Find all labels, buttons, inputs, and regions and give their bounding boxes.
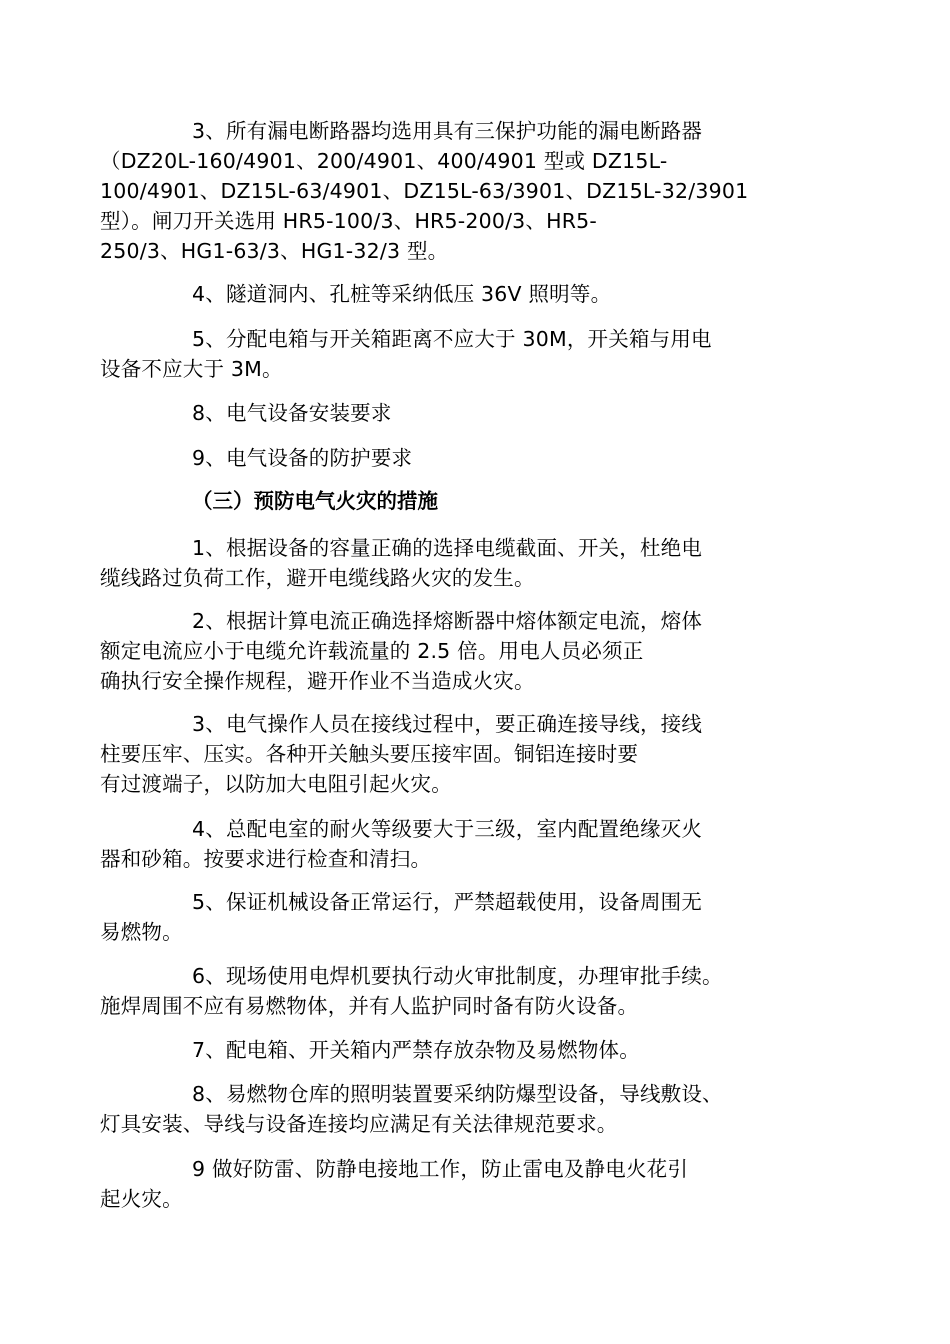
text-line: 2、根据计算电流正确选择熔断器中熔体额定电流，熔体 [192,609,703,633]
measure-item [100,533,836,593]
measure-item [100,814,836,874]
text-line: 起火灾。 [100,1187,183,1211]
measure-item [100,1079,836,1139]
text-line: 额定电流应小于电缆允许载流量的 2.5 倍。用电人员必须正 [100,639,644,663]
text-line: 缆线路过负荷工作，避开电缆线路火灾的发生。 [100,566,535,590]
text-line: 灯具安装、导线与设备连接均应满足有关法律规范要求。 [100,1112,618,1136]
paragraph-protection-requirements [146,443,836,473]
measure-item [100,606,836,696]
text-line: 8、易燃物仓库的照明装置要采纳防爆型设备，导线敷设、 [192,1082,723,1106]
text-line: 7、配电箱、开关箱内严禁存放杂物及易燃物体。 [192,1038,640,1062]
text-line: 1、根据设备的容量正确的选择电缆截面、开关，杜绝电 [192,536,703,560]
measure-item [100,961,836,1021]
text-line: 4、隧道洞内、孔桩等采纳低压 36V 照明等。 [192,282,612,306]
paragraph-install-requirements [146,398,836,428]
text-line: 5、保证机械设备正常运行，严禁超载使用，设备周围无 [192,890,703,914]
text-line: 确执行安全操作规程，避开作业不当造成火灾。 [100,669,535,693]
text-line: 6、现场使用电焊机要执行动火审批制度，办理审批手续。 [192,964,723,988]
measure-item [100,1154,836,1214]
text-line: 设备不应大于 3M。 [100,357,283,381]
text-line: 施焊周围不应有易燃物体，并有人监护同时备有防火设备。 [100,994,639,1018]
measure-item [100,887,836,947]
text-line: 9、电气设备的防护要求 [192,446,413,470]
text-line: 有过渡端子，以防加大电阻引起火灾。 [100,772,452,796]
measure-item [146,1035,836,1065]
measure-item [100,709,836,799]
text-line: 3、所有漏电断路器均选用具有三保护功能的漏电断路器 [192,119,703,143]
text-line: 易燃物。 [100,920,183,944]
text-line: 9 做好防雷、防静电接地工作，防止雷电及静电火花引 [192,1157,689,1181]
text-line: 4、总配电室的耐火等级要大于三级，室内配置绝缘灭火 [192,817,703,841]
text-line: 3、电气操作人员在接线过程中，要正确连接导线，接线 [192,712,703,736]
paragraph-box-distance [100,324,836,384]
text-line: 100/4901、DZ15L-63/4901、DZ15L-63/3901、DZ15L-32/3901 [100,179,749,203]
text-line: 型）。闸刀开关选用 HR5-100/3、HR5-200/3、HR5- [100,209,598,233]
text-line: 250/3、HG1-63/3、HG1-32/3 型。 [100,239,449,263]
text-line: 5、分配电箱与开关箱距离不应大于 30M，开关箱与用电 [192,327,712,351]
paragraph-breaker-spec [100,116,836,266]
paragraph-tunnel-lighting [146,279,836,309]
text-line: 柱要压牢、压实。各种开关触头要压接牢固。铜铝连接时要 [100,742,639,766]
section-heading: （三）预防电气火灾的措施 [192,489,438,513]
text-line: 器和砂箱。按要求进行检查和清扫。 [100,847,432,871]
text-line: 8、电气设备安装要求 [192,401,392,425]
text-line: （DZ20L-160/4901、200/4901、400/4901 型或 DZ15L- [100,149,668,173]
